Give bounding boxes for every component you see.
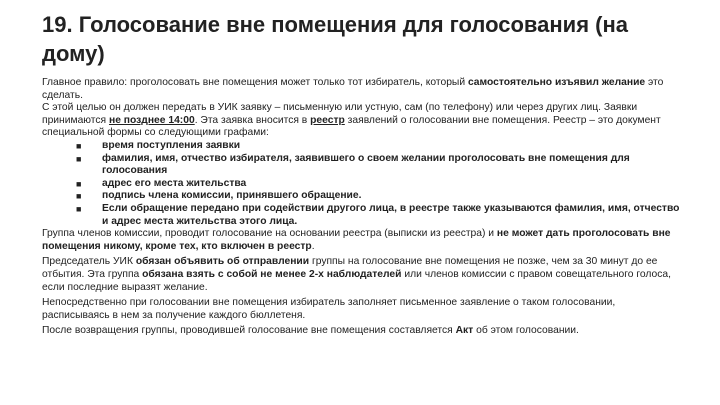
list-item [42, 140, 684, 153]
text-run: Главное правило: проголосовать вне помещения может только тот избиратель, который [42, 77, 468, 88]
list-item-text: Если обращение передано при содействии другого лица, в реестре также указываются фамилия, имя, отчество и адрес места жительства этого лица. [102, 202, 680, 227]
registry-columns-list [42, 140, 684, 228]
text-run: . Эта заявка вносится в [194, 114, 311, 126]
text-run: об этом голосовании. [473, 325, 579, 337]
list-item-text: фамилия, имя, отчество избирателя, заявившего о своем желании проголосовать вне помещения для голосования [102, 152, 630, 177]
bullet-icon: ■ [76, 153, 82, 164]
list-item [42, 178, 684, 191]
text-run: заявлений о голосовании вне помещения. Реестр – это документ специальной формы со следующими графами: [42, 114, 661, 139]
emphasis-text: обязан объявить об отправлении [135, 256, 310, 268]
text-run: это сделать. [42, 77, 664, 101]
emphasis-text: Акт [455, 325, 474, 337]
bullet-icon: ■ [76, 203, 82, 214]
slide-body [42, 77, 684, 338]
paragraph-chairman [42, 256, 684, 294]
deadline-text: не позднее 14:00 [108, 114, 195, 126]
registry-text: реестр [310, 114, 345, 126]
list-item [42, 203, 684, 228]
list-item [42, 190, 684, 203]
bullet-icon: ■ [76, 140, 82, 151]
list-item [42, 153, 684, 178]
emphasis-text: обязана взять с собой не менее 2-х наблюдателей [142, 268, 402, 280]
list-item-text: время поступления заявки [102, 139, 241, 151]
paragraph-main-rule [42, 77, 684, 102]
list-item-text: адрес его места жительства [102, 177, 247, 189]
list-item-text: подпись члена комиссии, принявшего обращение. [102, 190, 362, 202]
bullet-icon: ■ [76, 178, 82, 189]
slide-title: 19. Голосование вне помещения для голосования (на дому) [42, 12, 629, 66]
text-run: После возвращения группы, проводившей голосование вне помещения составляется [42, 325, 456, 337]
text-run: Председатель УИК [42, 256, 136, 268]
bullet-icon: ■ [76, 191, 82, 202]
text-run: Группа членов комиссии, проводит голосование на основании реестра (выписки из реестра) и [42, 228, 497, 240]
text-run: С этой целью он должен передать в УИК заявку – письменную или устную, сам (по телефону) или через других лиц. Заявки принимаются [42, 102, 638, 126]
emphasis-text: не может дать проголосовать вне помещения никому, кроме тех, кто включен в реестр [42, 228, 671, 252]
paragraph-act [42, 325, 684, 338]
paragraph-application [42, 102, 684, 140]
text-run: . [311, 240, 315, 252]
text-run: или членов комиссии с правом совещательного голоса, если последние выразят желание. [42, 268, 671, 293]
text-run: группы на голосование вне помещения не позже, чем за 30 минут до ее отбытия. Эта группа [42, 256, 658, 280]
emphasis-text: самостоятельно изъявил желание [467, 77, 646, 88]
paragraph-group [42, 228, 684, 253]
paragraph-voting: Непосредственно при голосовании вне помещения избиратель заполняет письменное заявление о таком голосовании, расписываясь в нем за получение каждого бюллетеня. [42, 297, 616, 321]
